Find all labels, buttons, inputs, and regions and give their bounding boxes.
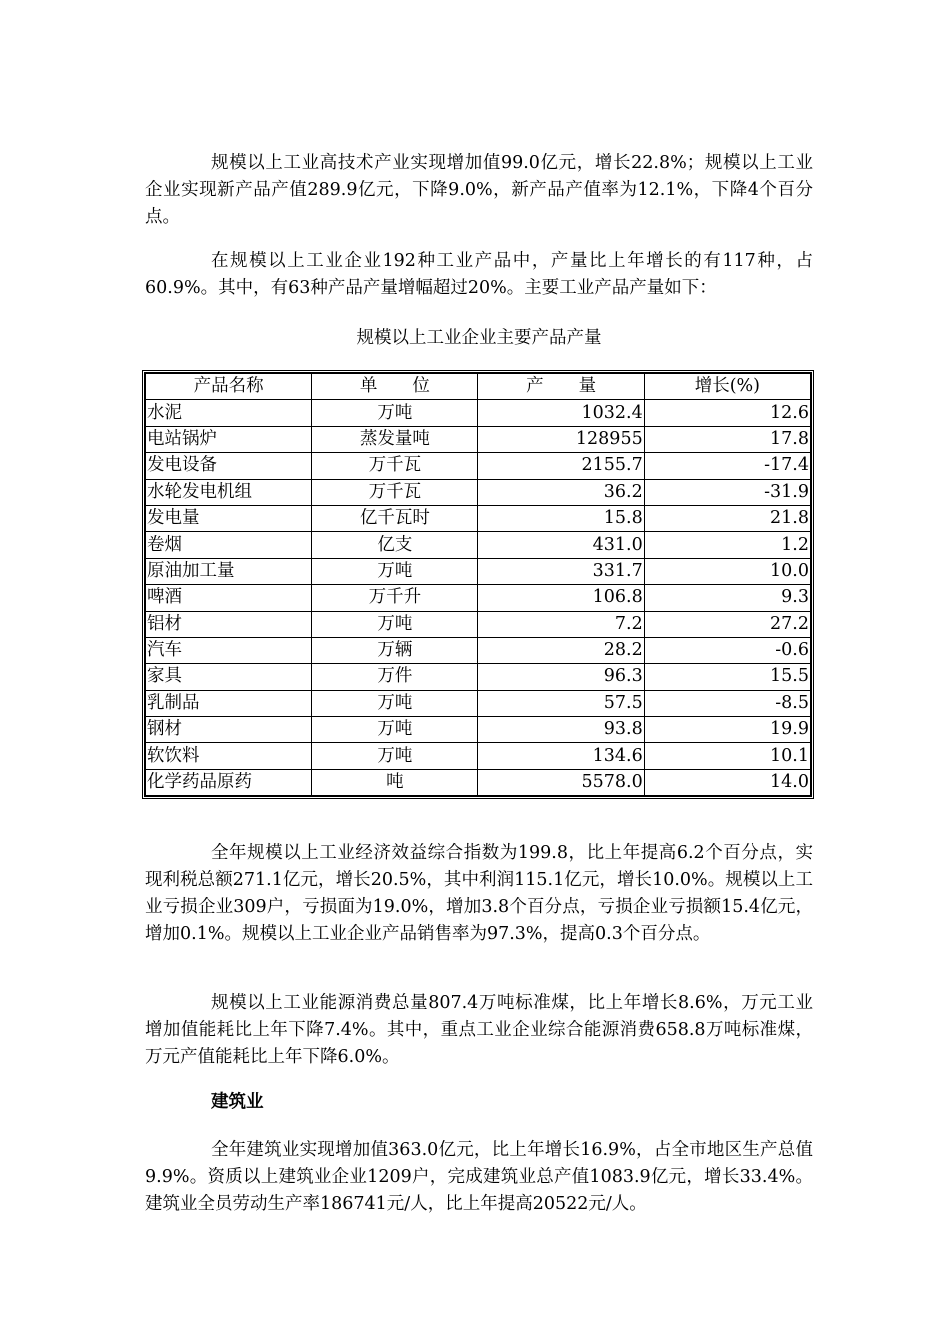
table-row	[145, 505, 811, 531]
table-title: 规模以上工业企业主要产品产量	[356, 328, 602, 348]
cell-output: 331.7	[478, 558, 644, 584]
header-product-name: 产品名称	[145, 373, 312, 400]
cell-unit: 万吨	[312, 611, 478, 637]
header-growth: 增长(%)	[644, 373, 811, 400]
cell-growth: 14.0	[644, 769, 811, 796]
table-row	[145, 769, 811, 796]
cell-product-name: 钢材	[145, 717, 312, 743]
cell-unit: 万吨	[312, 690, 478, 716]
table-body	[145, 400, 811, 796]
cell-unit: 蒸发量吨	[312, 426, 478, 452]
cell-output: 93.8	[478, 717, 644, 743]
cell-growth: -31.9	[644, 479, 811, 505]
cell-product-name: 原油加工量	[145, 558, 312, 584]
cell-product-name: 电站锅炉	[145, 426, 312, 452]
cell-growth: 21.8	[644, 505, 811, 531]
header-unit: 单 位	[312, 373, 478, 400]
cell-output: 128955	[478, 426, 644, 452]
cell-output: 5578.0	[478, 769, 644, 796]
cell-output: 431.0	[478, 532, 644, 558]
paragraph-energy-consumption: 规模以上工业能源消费总量807.4万吨标准煤，比上年增长8.6%，万元工业增加值能耗比上年下降7.4%。其中，重点工业企业综合能源消费658.8万吨标准煤，万元产值能耗比上年下降6.0%。	[145, 993, 813, 1067]
cell-growth: 10.0	[644, 558, 811, 584]
cell-unit: 万吨	[312, 400, 478, 426]
cell-growth: 1.2	[644, 532, 811, 558]
cell-growth: 10.1	[644, 743, 811, 769]
cell-product-name: 水泥	[145, 400, 312, 426]
cell-product-name: 汽车	[145, 637, 312, 663]
paragraph-high-tech: 规模以上工业高技术产业实现增加值99.0亿元，增长22.8%；规模以上工业企业实现新产品产值289.9亿元，下降9.0%，新产品产值率为12.1%，下降4个百分点。	[145, 153, 813, 227]
cell-unit: 万吨	[312, 743, 478, 769]
cell-product-name: 水轮发电机组	[145, 479, 312, 505]
cell-growth: -0.6	[644, 637, 811, 663]
cell-product-name: 啤酒	[145, 585, 312, 611]
cell-growth: 9.3	[644, 585, 811, 611]
cell-growth: -17.4	[644, 453, 811, 479]
cell-growth: 15.5	[644, 664, 811, 690]
table-row	[145, 717, 811, 743]
table-row	[145, 532, 811, 558]
cell-output: 2155.7	[478, 453, 644, 479]
table-row	[145, 400, 811, 426]
cell-unit: 万千瓦	[312, 453, 478, 479]
table-row	[145, 611, 811, 637]
cell-product-name: 化学药品原药	[145, 769, 312, 796]
cell-unit: 万千瓦	[312, 479, 478, 505]
table-row	[145, 426, 811, 452]
cell-unit: 亿千瓦时	[312, 505, 478, 531]
cell-unit: 万千升	[312, 585, 478, 611]
cell-output: 106.8	[478, 585, 644, 611]
cell-growth: -8.5	[644, 690, 811, 716]
table-header-row	[145, 373, 811, 400]
cell-output: 7.2	[478, 611, 644, 637]
cell-unit: 吨	[312, 769, 478, 796]
paragraph-product-count: 在规模以上工业企业192种工业产品中，产量比上年增长的有117种，占60.9%。其中，有63种产品产量增幅超过20%。主要工业产品产量如下：	[145, 251, 813, 298]
cell-output: 57.5	[478, 690, 644, 716]
cell-output: 134.6	[478, 743, 644, 769]
table-row	[145, 453, 811, 479]
cell-output: 1032.4	[478, 400, 644, 426]
cell-growth: 17.8	[644, 426, 811, 452]
cell-unit: 万件	[312, 664, 478, 690]
cell-growth: 27.2	[644, 611, 811, 637]
cell-growth: 19.9	[644, 717, 811, 743]
paragraph-economic-benefit: 全年规模以上工业经济效益综合指数为199.8，比上年提高6.2个百分点，实现利税总额271.1亿元，增长20.5%，其中利润115.1亿元，增长10.0%。规模以上工业亏损企业309户，亏损面为19.0%，增加3.8个百分点，亏损企业亏损额15.4亿元，增加0.1%。规模以上工业企业产品销售率为97.3%，提高0.3个百分点。	[145, 843, 813, 944]
table-row	[145, 585, 811, 611]
cell-unit: 亿支	[312, 532, 478, 558]
cell-product-name: 软饮料	[145, 743, 312, 769]
cell-product-name: 卷烟	[145, 532, 312, 558]
cell-unit: 万辆	[312, 637, 478, 663]
table-row	[145, 664, 811, 690]
table-row	[145, 637, 811, 663]
cell-product-name: 铝材	[145, 611, 312, 637]
cell-growth: 12.6	[644, 400, 811, 426]
section-heading-construction: 建筑业	[211, 1092, 264, 1112]
cell-output: 96.3	[478, 664, 644, 690]
cell-output: 36.2	[478, 479, 644, 505]
cell-product-name: 发电设备	[145, 453, 312, 479]
cell-output: 28.2	[478, 637, 644, 663]
product-output-table	[144, 372, 812, 797]
cell-product-name: 乳制品	[145, 690, 312, 716]
cell-product-name: 发电量	[145, 505, 312, 531]
cell-unit: 万吨	[312, 558, 478, 584]
table-row	[145, 479, 811, 505]
table-row	[145, 558, 811, 584]
cell-product-name: 家具	[145, 664, 312, 690]
paragraph-construction: 全年建筑业实现增加值363.0亿元，比上年增长16.9%，占全市地区生产总值9.9%。资质以上建筑业企业1209户，完成建筑业总产值1083.9亿元，增长33.4%。建筑业全员劳动生产率186741元/人，比上年提高20522元/人。	[145, 1140, 813, 1214]
header-output: 产 量	[478, 373, 644, 400]
cell-output: 15.8	[478, 505, 644, 531]
table-row	[145, 743, 811, 769]
table-row	[145, 690, 811, 716]
cell-unit: 万吨	[312, 717, 478, 743]
